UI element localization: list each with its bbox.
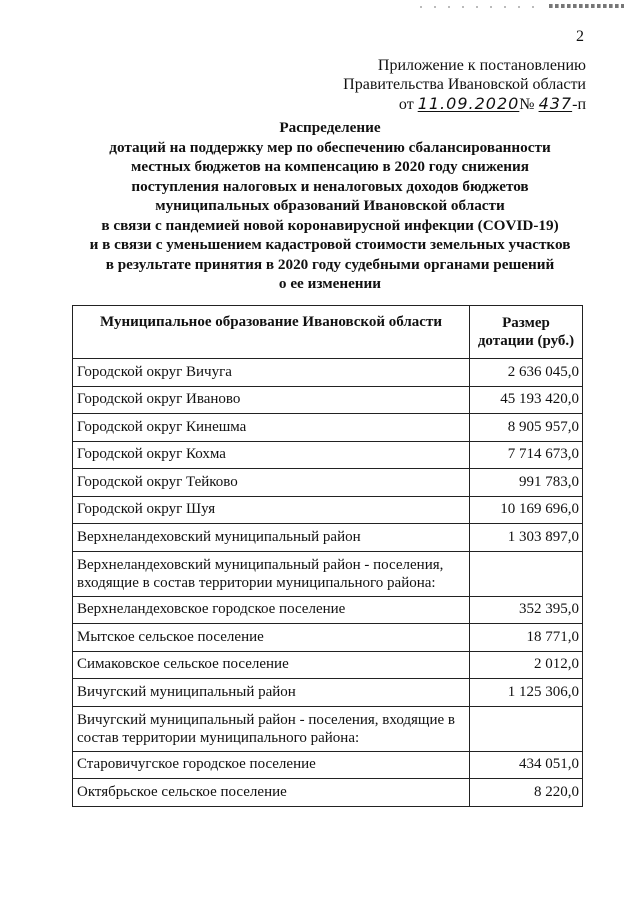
group-label: Вичугский муниципальный район - поселения, входящие в состав территории муниципального района: <box>73 706 470 751</box>
scan-smudge <box>549 4 624 8</box>
table-row <box>73 751 583 779</box>
title-line: местных бюджетов на компенсацию в 2020 году снижения <box>131 158 529 175</box>
subsidy-amount: 434 051,0 <box>470 751 583 779</box>
table-header-row <box>73 306 583 359</box>
municipality-name: Городской округ Тейково <box>73 469 470 497</box>
municipality-name: Городской округ Иваново <box>73 386 470 414</box>
subsidy-table <box>72 305 583 807</box>
header-amount-line-2: дотации (руб.) <box>477 333 575 349</box>
subsidy-amount: 2 012,0 <box>470 651 583 679</box>
scan-artifact <box>420 4 630 10</box>
handwritten-number: 437 <box>538 94 573 113</box>
municipality-name: Верхнеландеховский муниципальный район <box>73 524 470 552</box>
subsidy-amount: 8 905 957,0 <box>470 414 583 442</box>
number-sign: № <box>519 96 535 113</box>
table-row <box>73 779 583 807</box>
municipality-name: Верхнеландеховское городское поселение <box>73 596 470 624</box>
table-row <box>73 414 583 442</box>
title-line: и в связи с уменьшением кадастровой стоимости земельных участков <box>89 236 571 253</box>
table-row <box>73 386 583 414</box>
table-row-group-header <box>73 706 583 751</box>
table-row <box>73 624 583 652</box>
table-row <box>73 679 583 707</box>
subsidy-amount: 1 303 897,0 <box>470 524 583 552</box>
table-row <box>73 359 583 387</box>
scan-dots <box>420 6 540 8</box>
subsidy-amount: 8 220,0 <box>470 779 583 807</box>
subsidy-amount: 1 125 306,0 <box>470 679 583 707</box>
municipality-name: Городской округ Кохма <box>73 441 470 469</box>
subsidy-amount: 18 771,0 <box>470 624 583 652</box>
title-line: дотаций на поддержку мер по обеспечению сбалансированности <box>109 138 551 156</box>
title-line: в результате принятия в 2020 году судебными органами решений <box>105 255 555 273</box>
table-row <box>73 496 583 524</box>
appendix-header <box>343 56 586 114</box>
number-suffix: -п <box>572 96 586 113</box>
subsidy-amount: 991 783,0 <box>470 469 583 497</box>
table-row <box>73 469 583 497</box>
municipality-name: Симаковское сельское поселение <box>73 651 470 679</box>
table-row-group-header <box>73 551 583 596</box>
municipality-name: Городской округ Кинешма <box>73 414 470 442</box>
subsidy-amount: 10 169 696,0 <box>470 496 583 524</box>
title-line: в связи с пандемией новой коронавирусной инфекции (COVID-19) <box>101 216 559 234</box>
subsidy-amount: 2 636 045,0 <box>470 359 583 387</box>
handwritten-date: 11.09.2020 <box>417 94 520 113</box>
header-amount-line-1: Размер <box>502 315 550 331</box>
subsidy-amount: 45 193 420,0 <box>470 386 583 414</box>
table-row <box>73 524 583 552</box>
group-label: Верхнеландеховский муниципальный район - поселения, входящие в состав территории муниципального района: <box>73 551 470 596</box>
table-row <box>73 441 583 469</box>
table-row <box>73 651 583 679</box>
appendix-line-2: Правительства Ивановской области <box>343 76 586 93</box>
municipality-name: Старовичугское городское поселение <box>73 751 470 779</box>
subsidy-amount-empty <box>470 706 583 751</box>
title-line: муниципальных образований Ивановской области <box>155 197 505 214</box>
municipality-name: Городской округ Шуя <box>73 496 470 524</box>
page-number: 2 <box>576 28 584 45</box>
subsidy-amount-empty <box>470 551 583 596</box>
subsidy-amount: 7 714 673,0 <box>470 441 583 469</box>
municipality-name: Городской округ Вичуга <box>73 359 470 387</box>
municipality-name: Октябрьское сельское поселение <box>73 779 470 807</box>
municipality-name: Мытское сельское поселение <box>73 624 470 652</box>
title-line: о ее изменении <box>278 275 382 292</box>
header-municipality: Муниципальное образование Ивановской области <box>73 306 470 359</box>
appendix-line-3 <box>343 94 586 114</box>
title-line: Распределение <box>279 119 381 136</box>
document-title <box>60 118 600 294</box>
from-prefix: от <box>398 96 414 113</box>
header-amount <box>470 306 583 359</box>
municipality-name: Вичугский муниципальный район <box>73 679 470 707</box>
appendix-line-1: Приложение к постановлению <box>377 57 586 74</box>
subsidy-amount: 352 395,0 <box>470 596 583 624</box>
table-row <box>73 596 583 624</box>
title-line: поступления налоговых и неналоговых доходов бюджетов <box>131 177 529 195</box>
